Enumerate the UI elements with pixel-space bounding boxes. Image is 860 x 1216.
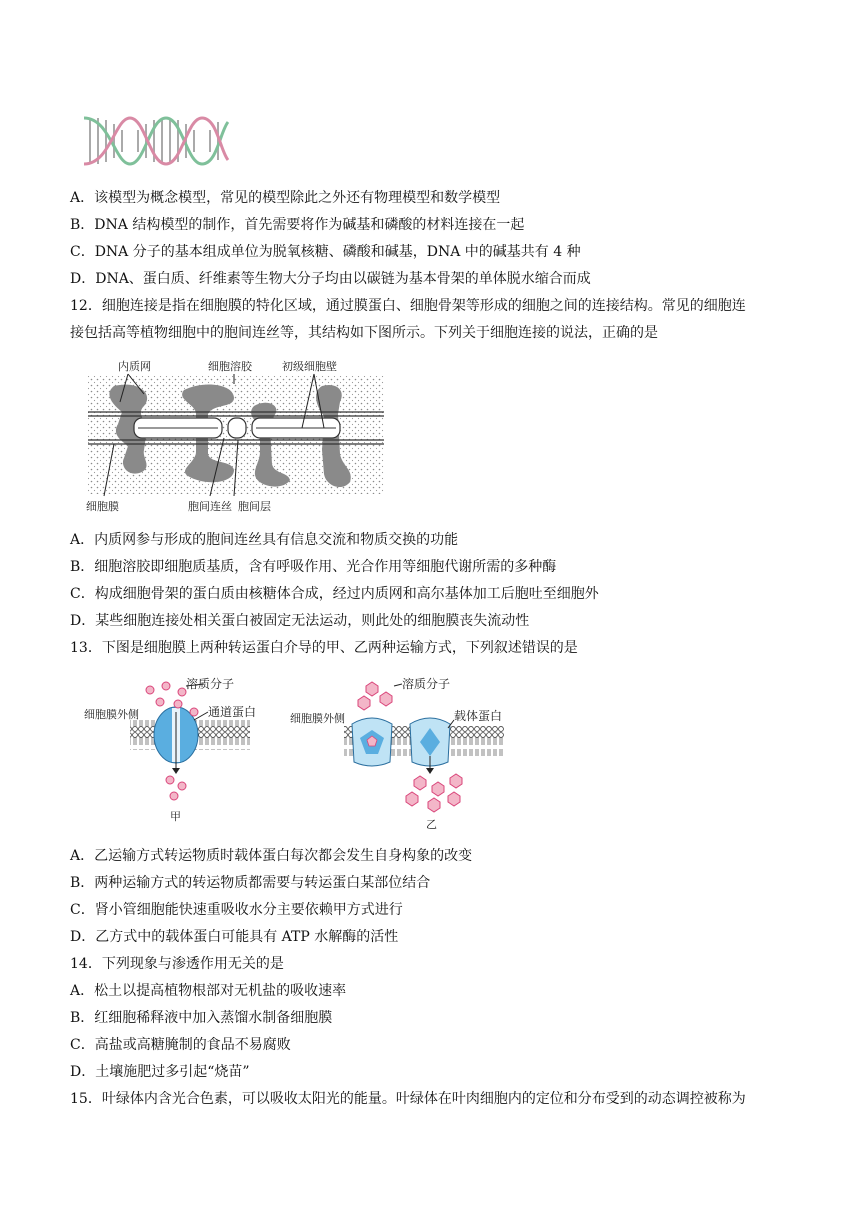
q14-option-b: B．红细胞稀释液中加入蒸馏水制备细胞膜 [70, 1010, 333, 1026]
q13-option-c: C．肾小管细胞能快速重吸收水分主要依赖甲方式进行 [70, 902, 403, 918]
q12-stem-line2: 接包括高等植物细胞中的胞间连丝等，其结构如下图所示。下列关于细胞连接的说法，正确的是 [70, 325, 658, 341]
label-membrane: 细胞膜 [86, 500, 119, 513]
label-outside-right: 细胞膜外侧 [290, 712, 345, 725]
q13-option-d: D．乙方式中的载体蛋白可能具有 ATP 水解酶的活性 [70, 929, 399, 945]
q11-option-a: A．该模型为概念模型，常见的模型除此之外还有物理模型和数学模型 [70, 190, 501, 206]
q14-stem: 14．下列现象与渗透作用无关的是 [70, 956, 284, 972]
label-outside-left: 细胞膜外侧 [84, 708, 139, 721]
label-channel: 通道蛋白 [208, 705, 257, 719]
q12-option-b: B．细胞溶胶即细胞质基质，含有呼吸作用、光合作用等细胞代谢所需的多种酶 [70, 559, 557, 575]
q12-option-d: D．某些细胞连接处相关蛋白被固定无法运动，则此处的细胞膜丧失流动性 [70, 613, 530, 629]
label-cytosol: 细胞溶胶 [208, 360, 252, 373]
label-carrier: 载体蛋白 [454, 709, 503, 723]
q13-option-a: A．乙运输方式转运物质时载体蛋白每次都会发生自身构象的改变 [70, 848, 473, 864]
label-er: 内质网 [118, 360, 151, 373]
label-primary-wall: 初级细胞壁 [282, 360, 337, 373]
q13-option-b: B．两种运输方式的转运物质都需要与转运蛋白某部位结合 [70, 875, 431, 891]
label-solute-right: 溶质分子 [402, 677, 451, 691]
q11-option-c: C．DNA 分子的基本组成单位为脱氧核糖、磷酸和碱基，DNA 中的碱基共有 4 种 [70, 244, 581, 260]
q14-option-c: C．高盐或高糖腌制的食品不易腐败 [70, 1037, 291, 1053]
label-jia: 甲 [170, 810, 181, 823]
q11-option-d: D．DNA、蛋白质、纤维素等生物大分子均由以碳链为基本骨架的单体脱水缩合而成 [70, 271, 591, 287]
dna-model-figure [80, 112, 230, 170]
q14-option-a: A．松土以提高植物根部对无机盐的吸收速率 [70, 983, 347, 999]
plasmodesma-figure [84, 354, 386, 514]
q15-stem: 15．叶绿体内含光合色素，可以吸收太阳光的能量。叶绿体在叶肉细胞内的定位和分布受到的动态调控被称为 [70, 1091, 746, 1107]
q13-stem: 13．下图是细胞膜上两种转运蛋白介导的甲、乙两种运输方式，下列叙述错误的是 [70, 640, 578, 656]
label-plasmodesma: 胞间连丝 [188, 500, 232, 513]
q12-option-a: A．内质网参与形成的胞间连丝具有信息交流和物质交换的功能 [70, 532, 459, 548]
transport-figure [84, 672, 524, 832]
label-middle-lamella: 胞间层 [238, 500, 271, 513]
q14-option-d: D．土壤施肥过多引起“烧苗” [70, 1064, 250, 1080]
label-solute-left: 溶质分子 [186, 677, 235, 691]
q11-option-b: B．DNA 结构模型的制作，首先需要将作为碱基和磷酸的材料连接在一起 [70, 217, 525, 233]
label-yi: 乙 [426, 818, 437, 831]
q12-stem-line1: 12．细胞连接是指在细胞膜的特化区域，通过膜蛋白、细胞骨架等形成的细胞之间的连接结构。常见的细胞连 [70, 298, 746, 314]
q12-option-c: C．构成细胞骨架的蛋白质由核糖体合成，经过内质网和高尔基体加工后胞吐至细胞外 [70, 586, 599, 602]
